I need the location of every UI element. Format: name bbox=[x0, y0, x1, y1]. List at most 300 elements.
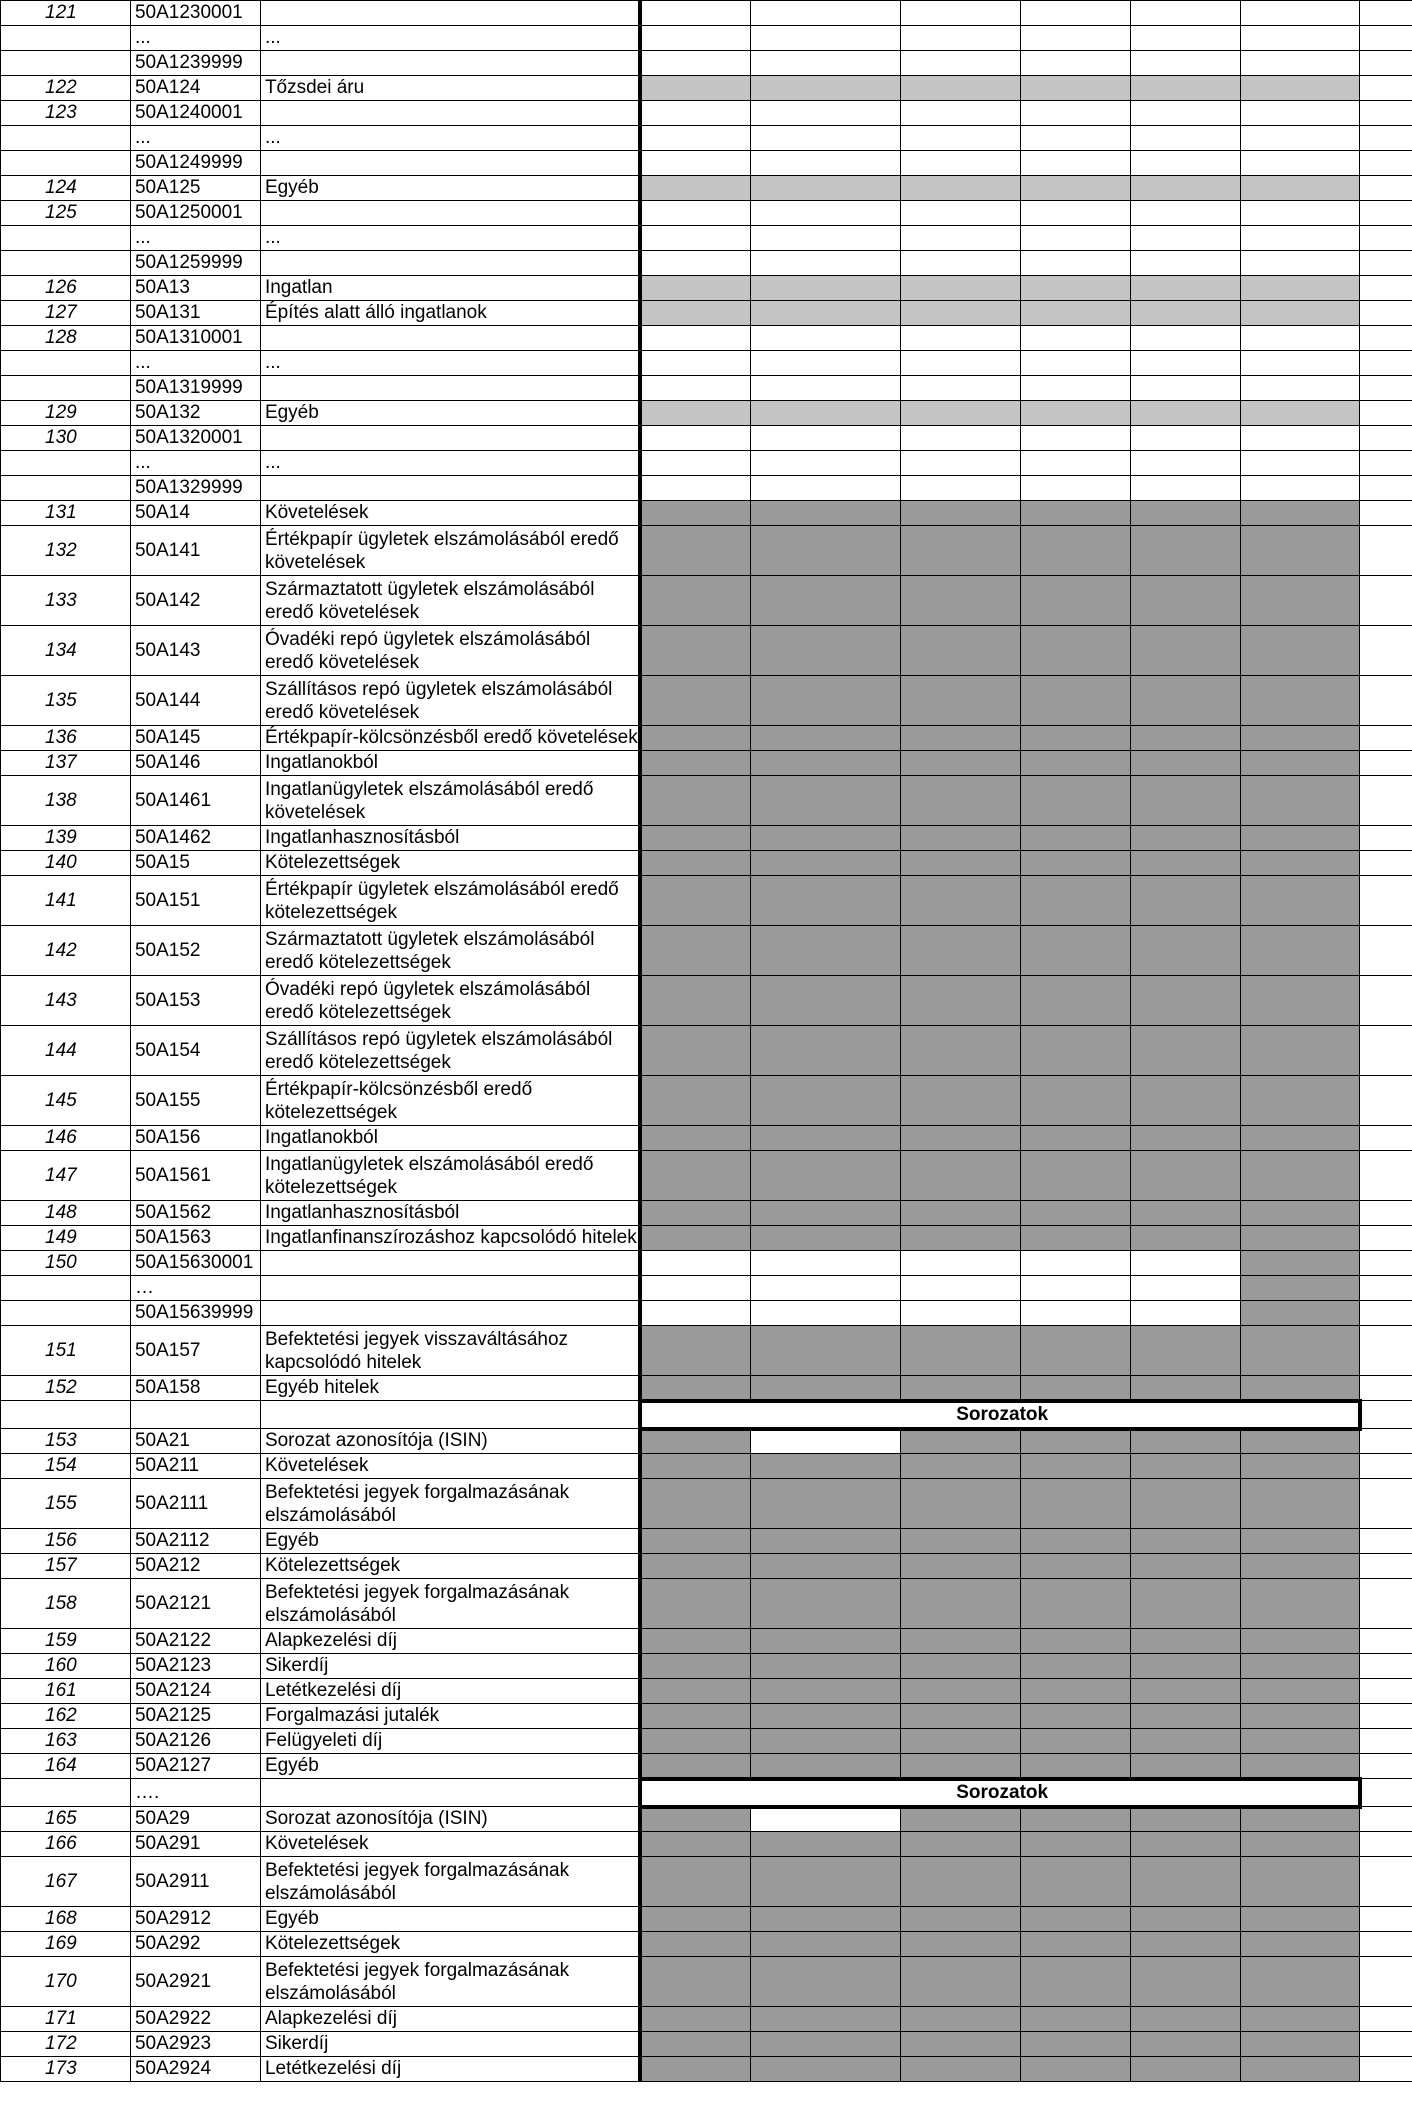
value-cell[interactable] bbox=[1240, 1679, 1360, 1704]
value-cell[interactable] bbox=[900, 276, 1020, 301]
value-cell[interactable] bbox=[1240, 1832, 1360, 1857]
value-cell[interactable] bbox=[640, 1579, 750, 1629]
value-cell[interactable] bbox=[900, 1729, 1020, 1754]
value-cell[interactable] bbox=[640, 1704, 750, 1729]
value-cell[interactable] bbox=[1130, 776, 1240, 826]
value-cell[interactable] bbox=[750, 1126, 900, 1151]
value-cell[interactable] bbox=[1130, 151, 1240, 176]
value-cell[interactable] bbox=[1240, 2007, 1360, 2032]
value-cell[interactable] bbox=[900, 1832, 1020, 1857]
value-cell[interactable] bbox=[1240, 1957, 1360, 2007]
value-cell[interactable] bbox=[1130, 976, 1240, 1026]
value-cell[interactable] bbox=[1130, 451, 1240, 476]
value-cell[interactable] bbox=[1020, 2032, 1130, 2057]
value-cell[interactable] bbox=[1240, 976, 1360, 1026]
value-cell[interactable] bbox=[1020, 1554, 1130, 1579]
value-cell[interactable] bbox=[1240, 1932, 1360, 1957]
value-cell[interactable] bbox=[640, 1454, 750, 1479]
value-cell[interactable] bbox=[1130, 2057, 1240, 2082]
value-cell[interactable] bbox=[750, 276, 900, 301]
value-cell[interactable] bbox=[750, 151, 900, 176]
value-cell[interactable] bbox=[1020, 126, 1130, 151]
value-cell[interactable] bbox=[1240, 301, 1360, 326]
value-cell[interactable] bbox=[1020, 976, 1130, 1026]
value-cell[interactable] bbox=[900, 401, 1020, 426]
value-cell[interactable] bbox=[1240, 1579, 1360, 1629]
value-cell[interactable] bbox=[1020, 1429, 1130, 1454]
value-cell[interactable] bbox=[900, 326, 1020, 351]
value-cell[interactable] bbox=[1130, 626, 1240, 676]
value-cell[interactable] bbox=[750, 851, 900, 876]
value-cell[interactable] bbox=[640, 476, 750, 501]
value-cell[interactable] bbox=[900, 1276, 1020, 1301]
value-cell[interactable] bbox=[750, 1832, 900, 1857]
value-cell[interactable] bbox=[1240, 1026, 1360, 1076]
value-cell[interactable] bbox=[750, 1957, 900, 2007]
value-cell[interactable] bbox=[1130, 826, 1240, 851]
value-cell[interactable] bbox=[1130, 726, 1240, 751]
value-cell[interactable] bbox=[1130, 1957, 1240, 2007]
value-cell[interactable] bbox=[1130, 1832, 1240, 1857]
value-cell[interactable] bbox=[1020, 101, 1130, 126]
value-cell[interactable] bbox=[640, 926, 750, 976]
value-cell[interactable] bbox=[750, 876, 900, 926]
value-cell[interactable] bbox=[900, 1301, 1020, 1326]
value-cell[interactable] bbox=[1130, 1201, 1240, 1226]
value-cell[interactable] bbox=[1130, 1529, 1240, 1554]
value-cell[interactable] bbox=[1020, 726, 1130, 751]
value-cell[interactable] bbox=[1240, 926, 1360, 976]
value-cell[interactable] bbox=[750, 1807, 900, 1832]
value-cell[interactable] bbox=[900, 501, 1020, 526]
value-cell[interactable] bbox=[750, 1479, 900, 1529]
value-cell[interactable] bbox=[1130, 1654, 1240, 1679]
value-cell[interactable] bbox=[1130, 1932, 1240, 1957]
value-cell[interactable] bbox=[1130, 501, 1240, 526]
value-cell[interactable] bbox=[1240, 876, 1360, 926]
value-cell[interactable] bbox=[750, 1376, 900, 1401]
value-cell[interactable] bbox=[900, 1226, 1020, 1251]
value-cell[interactable] bbox=[640, 326, 750, 351]
value-cell[interactable] bbox=[750, 426, 900, 451]
value-cell[interactable] bbox=[1130, 1076, 1240, 1126]
value-cell[interactable] bbox=[1240, 101, 1360, 126]
value-cell[interactable] bbox=[640, 726, 750, 751]
value-cell[interactable] bbox=[900, 426, 1020, 451]
value-cell[interactable] bbox=[1020, 1754, 1130, 1779]
value-cell[interactable] bbox=[640, 51, 750, 76]
value-cell[interactable] bbox=[640, 276, 750, 301]
value-cell[interactable] bbox=[1020, 51, 1130, 76]
value-cell[interactable] bbox=[640, 101, 750, 126]
value-cell[interactable] bbox=[900, 1654, 1020, 1679]
value-cell[interactable] bbox=[750, 751, 900, 776]
value-cell[interactable] bbox=[750, 1076, 900, 1126]
value-cell[interactable] bbox=[640, 1126, 750, 1151]
value-cell[interactable] bbox=[1020, 851, 1130, 876]
value-cell[interactable] bbox=[900, 1326, 1020, 1376]
value-cell[interactable] bbox=[750, 176, 900, 201]
value-cell[interactable] bbox=[750, 251, 900, 276]
value-cell[interactable] bbox=[750, 526, 900, 576]
value-cell[interactable] bbox=[750, 301, 900, 326]
value-cell[interactable] bbox=[750, 826, 900, 851]
value-cell[interactable] bbox=[640, 1729, 750, 1754]
value-cell[interactable] bbox=[1130, 526, 1240, 576]
value-cell[interactable] bbox=[640, 1479, 750, 1529]
value-cell[interactable] bbox=[1020, 576, 1130, 626]
value-cell[interactable] bbox=[750, 1251, 900, 1276]
value-cell[interactable] bbox=[1240, 1857, 1360, 1907]
value-cell[interactable] bbox=[1130, 101, 1240, 126]
value-cell[interactable] bbox=[900, 776, 1020, 826]
value-cell[interactable] bbox=[640, 876, 750, 926]
value-cell[interactable] bbox=[1240, 2057, 1360, 2082]
value-cell[interactable] bbox=[900, 1957, 1020, 2007]
value-cell[interactable] bbox=[1020, 2007, 1130, 2032]
value-cell[interactable] bbox=[640, 851, 750, 876]
value-cell[interactable] bbox=[900, 301, 1020, 326]
value-cell[interactable] bbox=[750, 476, 900, 501]
value-cell[interactable] bbox=[640, 1832, 750, 1857]
value-cell[interactable] bbox=[900, 1554, 1020, 1579]
value-cell[interactable] bbox=[640, 1554, 750, 1579]
value-cell[interactable] bbox=[900, 1454, 1020, 1479]
value-cell[interactable] bbox=[900, 876, 1020, 926]
value-cell[interactable] bbox=[640, 151, 750, 176]
value-cell[interactable] bbox=[1020, 1807, 1130, 1832]
value-cell[interactable] bbox=[1020, 1454, 1130, 1479]
value-cell[interactable] bbox=[1130, 876, 1240, 926]
value-cell[interactable] bbox=[640, 1301, 750, 1326]
value-cell[interactable] bbox=[1240, 401, 1360, 426]
value-cell[interactable] bbox=[900, 1251, 1020, 1276]
value-cell[interactable] bbox=[1130, 1376, 1240, 1401]
value-cell[interactable] bbox=[750, 1026, 900, 1076]
value-cell[interactable] bbox=[1020, 451, 1130, 476]
value-cell[interactable] bbox=[1020, 401, 1130, 426]
value-cell[interactable] bbox=[1130, 1151, 1240, 1201]
value-cell[interactable] bbox=[640, 1076, 750, 1126]
value-cell[interactable] bbox=[1130, 476, 1240, 501]
value-cell[interactable] bbox=[900, 2057, 1020, 2082]
value-cell[interactable] bbox=[900, 226, 1020, 251]
value-cell[interactable] bbox=[1020, 476, 1130, 501]
value-cell[interactable] bbox=[1020, 426, 1130, 451]
value-cell[interactable] bbox=[1020, 1151, 1130, 1201]
value-cell[interactable] bbox=[1020, 776, 1130, 826]
value-cell[interactable] bbox=[1240, 526, 1360, 576]
value-cell[interactable] bbox=[1020, 1251, 1130, 1276]
value-cell[interactable] bbox=[640, 1629, 750, 1654]
value-cell[interactable] bbox=[1130, 426, 1240, 451]
value-cell[interactable] bbox=[1240, 351, 1360, 376]
value-cell[interactable] bbox=[900, 726, 1020, 751]
value-cell[interactable] bbox=[640, 826, 750, 851]
value-cell[interactable] bbox=[1130, 26, 1240, 51]
value-cell[interactable] bbox=[1020, 301, 1130, 326]
value-cell[interactable] bbox=[900, 1429, 1020, 1454]
value-cell[interactable] bbox=[640, 1026, 750, 1076]
value-cell[interactable] bbox=[900, 1704, 1020, 1729]
value-cell[interactable] bbox=[1240, 1554, 1360, 1579]
value-cell[interactable] bbox=[900, 1026, 1020, 1076]
value-cell[interactable] bbox=[1020, 376, 1130, 401]
value-cell[interactable] bbox=[1130, 1754, 1240, 1779]
value-cell[interactable] bbox=[1130, 376, 1240, 401]
value-cell[interactable] bbox=[640, 976, 750, 1026]
value-cell[interactable] bbox=[750, 1554, 900, 1579]
value-cell[interactable] bbox=[1020, 151, 1130, 176]
value-cell[interactable] bbox=[1240, 1076, 1360, 1126]
value-cell[interactable] bbox=[750, 1326, 900, 1376]
value-cell[interactable] bbox=[1020, 1907, 1130, 1932]
value-cell[interactable] bbox=[640, 26, 750, 51]
value-cell[interactable] bbox=[900, 1151, 1020, 1201]
value-cell[interactable] bbox=[640, 1754, 750, 1779]
value-cell[interactable] bbox=[1020, 626, 1130, 676]
value-cell[interactable] bbox=[900, 2007, 1020, 2032]
value-cell[interactable] bbox=[900, 1579, 1020, 1629]
value-cell[interactable] bbox=[900, 1479, 1020, 1529]
value-cell[interactable] bbox=[900, 26, 1020, 51]
value-cell[interactable] bbox=[1020, 351, 1130, 376]
value-cell[interactable] bbox=[1020, 276, 1130, 301]
value-cell[interactable] bbox=[1020, 1729, 1130, 1754]
value-cell[interactable] bbox=[1130, 1276, 1240, 1301]
value-cell[interactable] bbox=[750, 1201, 900, 1226]
value-cell[interactable] bbox=[1020, 501, 1130, 526]
value-cell[interactable] bbox=[900, 1932, 1020, 1957]
value-cell[interactable] bbox=[1130, 1579, 1240, 1629]
value-cell[interactable] bbox=[1240, 1654, 1360, 1679]
value-cell[interactable] bbox=[1130, 1026, 1240, 1076]
value-cell[interactable] bbox=[1240, 776, 1360, 826]
value-cell[interactable] bbox=[750, 1679, 900, 1704]
value-cell[interactable] bbox=[1020, 526, 1130, 576]
value-cell[interactable] bbox=[750, 376, 900, 401]
value-cell[interactable] bbox=[750, 351, 900, 376]
value-cell[interactable] bbox=[1240, 1126, 1360, 1151]
value-cell[interactable] bbox=[640, 1907, 750, 1932]
value-cell[interactable] bbox=[750, 1629, 900, 1654]
value-cell[interactable] bbox=[900, 251, 1020, 276]
value-cell[interactable] bbox=[1020, 1654, 1130, 1679]
value-cell[interactable] bbox=[900, 976, 1020, 1026]
value-cell[interactable] bbox=[640, 1529, 750, 1554]
value-cell[interactable] bbox=[640, 501, 750, 526]
value-cell[interactable] bbox=[900, 476, 1020, 501]
value-cell[interactable] bbox=[1020, 1479, 1130, 1529]
value-cell[interactable] bbox=[750, 1932, 900, 1957]
value-cell[interactable] bbox=[1240, 1529, 1360, 1554]
value-cell[interactable] bbox=[900, 1807, 1020, 1832]
value-cell[interactable] bbox=[640, 76, 750, 101]
value-cell[interactable] bbox=[1240, 1226, 1360, 1251]
value-cell[interactable] bbox=[900, 826, 1020, 851]
value-cell[interactable] bbox=[1020, 1629, 1130, 1654]
value-cell[interactable] bbox=[750, 1151, 900, 1201]
value-cell[interactable] bbox=[640, 1376, 750, 1401]
value-cell[interactable] bbox=[1240, 1326, 1360, 1376]
value-cell[interactable] bbox=[1130, 1429, 1240, 1454]
value-cell[interactable] bbox=[1130, 851, 1240, 876]
value-cell[interactable] bbox=[1130, 1, 1240, 26]
value-cell[interactable] bbox=[1020, 1076, 1130, 1126]
value-cell[interactable] bbox=[640, 451, 750, 476]
value-cell[interactable] bbox=[900, 1754, 1020, 1779]
value-cell[interactable] bbox=[900, 1857, 1020, 1907]
value-cell[interactable] bbox=[1240, 426, 1360, 451]
value-cell[interactable] bbox=[640, 576, 750, 626]
value-cell[interactable] bbox=[750, 1429, 900, 1454]
value-cell[interactable] bbox=[640, 1957, 750, 2007]
value-cell[interactable] bbox=[640, 376, 750, 401]
value-cell[interactable] bbox=[1130, 1251, 1240, 1276]
value-cell[interactable] bbox=[900, 51, 1020, 76]
value-cell[interactable] bbox=[900, 751, 1020, 776]
value-cell[interactable] bbox=[640, 776, 750, 826]
value-cell[interactable] bbox=[750, 1226, 900, 1251]
value-cell[interactable] bbox=[1020, 201, 1130, 226]
value-cell[interactable] bbox=[1240, 1729, 1360, 1754]
value-cell[interactable] bbox=[640, 1857, 750, 1907]
value-cell[interactable] bbox=[1130, 576, 1240, 626]
value-cell[interactable] bbox=[1020, 1126, 1130, 1151]
value-cell[interactable] bbox=[750, 1654, 900, 1679]
value-cell[interactable] bbox=[900, 76, 1020, 101]
value-cell[interactable] bbox=[1130, 226, 1240, 251]
value-cell[interactable] bbox=[1130, 51, 1240, 76]
value-cell[interactable] bbox=[900, 2032, 1020, 2057]
value-cell[interactable] bbox=[1020, 676, 1130, 726]
value-cell[interactable] bbox=[640, 1932, 750, 1957]
value-cell[interactable] bbox=[750, 76, 900, 101]
value-cell[interactable] bbox=[1130, 1679, 1240, 1704]
value-cell[interactable] bbox=[1130, 351, 1240, 376]
value-cell[interactable] bbox=[750, 26, 900, 51]
value-cell[interactable] bbox=[1020, 1704, 1130, 1729]
value-cell[interactable] bbox=[640, 251, 750, 276]
value-cell[interactable] bbox=[1240, 826, 1360, 851]
value-cell[interactable] bbox=[640, 126, 750, 151]
value-cell[interactable] bbox=[1130, 126, 1240, 151]
value-cell[interactable] bbox=[1240, 26, 1360, 51]
value-cell[interactable] bbox=[1020, 1376, 1130, 1401]
value-cell[interactable] bbox=[1020, 1201, 1130, 1226]
value-cell[interactable] bbox=[1130, 926, 1240, 976]
value-cell[interactable] bbox=[750, 1529, 900, 1554]
value-cell[interactable] bbox=[640, 226, 750, 251]
value-cell[interactable] bbox=[640, 1807, 750, 1832]
value-cell[interactable] bbox=[1020, 1326, 1130, 1376]
value-cell[interactable] bbox=[1020, 1301, 1130, 1326]
value-cell[interactable] bbox=[640, 1151, 750, 1201]
value-cell[interactable] bbox=[1240, 1, 1360, 26]
value-cell[interactable] bbox=[1240, 76, 1360, 101]
value-cell[interactable] bbox=[750, 101, 900, 126]
value-cell[interactable] bbox=[1240, 851, 1360, 876]
value-cell[interactable] bbox=[900, 1629, 1020, 1654]
value-cell[interactable] bbox=[1240, 2032, 1360, 2057]
value-cell[interactable] bbox=[1130, 1907, 1240, 1932]
value-cell[interactable] bbox=[640, 176, 750, 201]
value-cell[interactable] bbox=[900, 626, 1020, 676]
value-cell[interactable] bbox=[750, 326, 900, 351]
value-cell[interactable] bbox=[750, 626, 900, 676]
value-cell[interactable] bbox=[1020, 926, 1130, 976]
value-cell[interactable] bbox=[900, 1076, 1020, 1126]
value-cell[interactable] bbox=[1020, 1832, 1130, 1857]
value-cell[interactable] bbox=[640, 751, 750, 776]
value-cell[interactable] bbox=[640, 1, 750, 26]
value-cell[interactable] bbox=[750, 1907, 900, 1932]
value-cell[interactable] bbox=[1020, 326, 1130, 351]
value-cell[interactable] bbox=[1240, 1151, 1360, 1201]
value-cell[interactable] bbox=[1240, 451, 1360, 476]
value-cell[interactable] bbox=[1240, 576, 1360, 626]
value-cell[interactable] bbox=[1130, 1126, 1240, 1151]
value-cell[interactable] bbox=[1020, 1932, 1130, 1957]
value-cell[interactable] bbox=[1240, 201, 1360, 226]
value-cell[interactable] bbox=[750, 226, 900, 251]
value-cell[interactable] bbox=[640, 301, 750, 326]
value-cell[interactable] bbox=[1130, 1479, 1240, 1529]
value-cell[interactable] bbox=[1240, 251, 1360, 276]
value-cell[interactable] bbox=[640, 2032, 750, 2057]
value-cell[interactable] bbox=[750, 1754, 900, 1779]
value-cell[interactable] bbox=[640, 351, 750, 376]
value-cell[interactable] bbox=[900, 1907, 1020, 1932]
value-cell[interactable] bbox=[900, 351, 1020, 376]
value-cell[interactable] bbox=[1240, 176, 1360, 201]
value-cell[interactable] bbox=[750, 451, 900, 476]
value-cell[interactable] bbox=[1020, 76, 1130, 101]
value-cell[interactable] bbox=[1130, 326, 1240, 351]
value-cell[interactable] bbox=[900, 926, 1020, 976]
value-cell[interactable] bbox=[1130, 1554, 1240, 1579]
value-cell[interactable] bbox=[1020, 1, 1130, 26]
value-cell[interactable] bbox=[1240, 51, 1360, 76]
value-cell[interactable] bbox=[750, 576, 900, 626]
value-cell[interactable] bbox=[750, 2007, 900, 2032]
value-cell[interactable] bbox=[640, 676, 750, 726]
value-cell[interactable] bbox=[900, 851, 1020, 876]
value-cell[interactable] bbox=[1130, 2007, 1240, 2032]
value-cell[interactable] bbox=[1130, 1326, 1240, 1376]
value-cell[interactable] bbox=[1020, 26, 1130, 51]
value-cell[interactable] bbox=[1240, 151, 1360, 176]
value-cell[interactable] bbox=[1130, 401, 1240, 426]
value-cell[interactable] bbox=[1240, 1629, 1360, 1654]
value-cell[interactable] bbox=[750, 1729, 900, 1754]
value-cell[interactable] bbox=[900, 151, 1020, 176]
value-cell[interactable] bbox=[750, 776, 900, 826]
value-cell[interactable] bbox=[750, 201, 900, 226]
value-cell[interactable] bbox=[1130, 1226, 1240, 1251]
value-cell[interactable] bbox=[900, 176, 1020, 201]
value-cell[interactable] bbox=[1130, 751, 1240, 776]
value-cell[interactable] bbox=[640, 1201, 750, 1226]
value-cell[interactable] bbox=[640, 401, 750, 426]
value-cell[interactable] bbox=[1240, 476, 1360, 501]
value-cell[interactable] bbox=[750, 1579, 900, 1629]
value-cell[interactable] bbox=[1020, 1276, 1130, 1301]
value-cell[interactable] bbox=[1240, 1704, 1360, 1729]
value-cell[interactable] bbox=[640, 2007, 750, 2032]
value-cell[interactable] bbox=[1130, 1704, 1240, 1729]
value-cell[interactable] bbox=[1130, 1301, 1240, 1326]
